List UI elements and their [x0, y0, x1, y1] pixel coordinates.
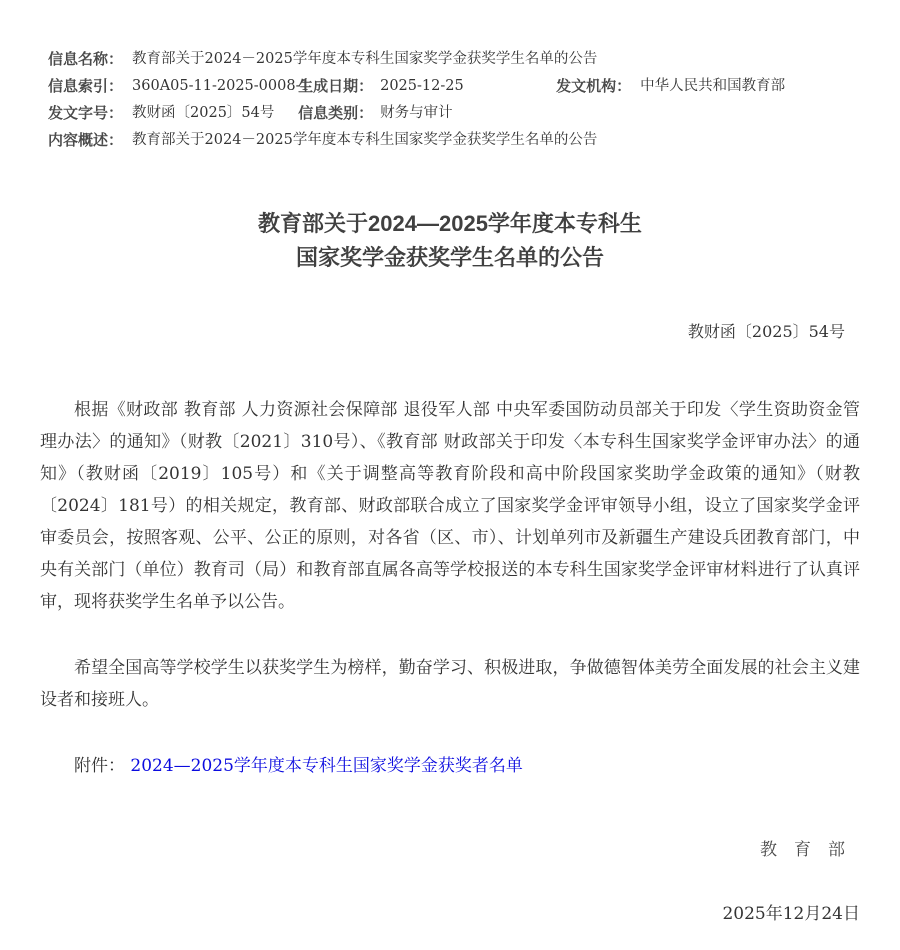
body-paragraph-hope: 希望全国高等学校学生以获奖学生为榜样，勤奋学习、积极进取，争做德智体美劳全面发展的社会主义建设者和接班人。	[40, 658, 860, 710]
meta-label-info-index: 信息索引：	[48, 78, 124, 95]
page-title-line-2: 国家奖学金获奖学生名单的公告	[295, 245, 604, 270]
meta-value-gen-date: 2025-12-25	[380, 78, 464, 94]
meta-label-gen-date: 生成日期：	[298, 78, 374, 95]
document-body	[40, 394, 860, 782]
meta-value-issuing-agency: 中华人民共和国教育部	[640, 78, 786, 94]
meta-value-info-name: 教育部关于2024－2025学年度本专科生国家奖学金获奖学生名单的公告	[132, 51, 598, 67]
meta-row-name	[48, 46, 860, 73]
meta-row-index-date-agency	[48, 73, 860, 100]
document-metadata	[48, 46, 860, 154]
signature-date: 2025年12月24日	[722, 904, 860, 924]
meta-row-summary	[48, 127, 860, 154]
attachment-label: 附件：	[74, 756, 125, 776]
page-title-line-1: 教育部关于2024—2025学年度本专科生	[258, 211, 642, 236]
attachment-link[interactable]: 2024—2025学年度本专科生国家奖学金获奖者名单	[130, 756, 523, 776]
page-title	[0, 207, 900, 275]
signature-agency: 教 育 部	[760, 840, 845, 859]
attachment-line	[40, 750, 860, 782]
meta-label-summary: 内容概述：	[48, 132, 124, 149]
meta-value-summary: 教育部关于2024－2025学年度本专科生国家奖学金获奖学生名单的公告	[132, 132, 598, 148]
meta-value-info-category: 财务与审计	[380, 105, 453, 121]
meta-value-doc-number: 教财函〔2025〕54号	[132, 105, 275, 121]
meta-label-info-name: 信息名称：	[48, 51, 124, 68]
document-number: 教财函〔2025〕54号	[687, 322, 845, 341]
meta-label-info-category: 信息类别：	[298, 105, 374, 122]
meta-value-info-index: 360A05-11-2025-0008-1	[132, 78, 310, 94]
meta-label-issuing-agency: 发文机构：	[556, 78, 632, 95]
body-paragraph-basis: 根据《财政部 教育部 人力资源社会保障部 退役军人部 中央军委国防动员部关于印发〈学生资助资金管理办法〉的通知》（财教〔2021〕310号）、《教育部 财政部关于印发〈本专科生国家奖学金评审办法〉的通知》（教财函〔2019〕105号）和《关于调整高等教育阶段和高中阶段国家奖助学金政策的通知》（财教〔2024〕181号）的相关规定，教育部、财政部联合成立了国家奖学金评审领导小组，设立了国家奖学金评审委员会，按照客观、公平、公正的原则，对各省（区、市）、计划单列市及新疆生产建设兵团教育部门，中央有关部门（单位）教育司（局）和教育部直属各高等学校报送的本专科生国家奖学金评审材料进行了认真评审，现将获奖学生名单予以公告。	[40, 400, 860, 612]
meta-label-doc-number: 发文字号：	[48, 105, 124, 122]
meta-row-docno-category	[48, 100, 860, 127]
